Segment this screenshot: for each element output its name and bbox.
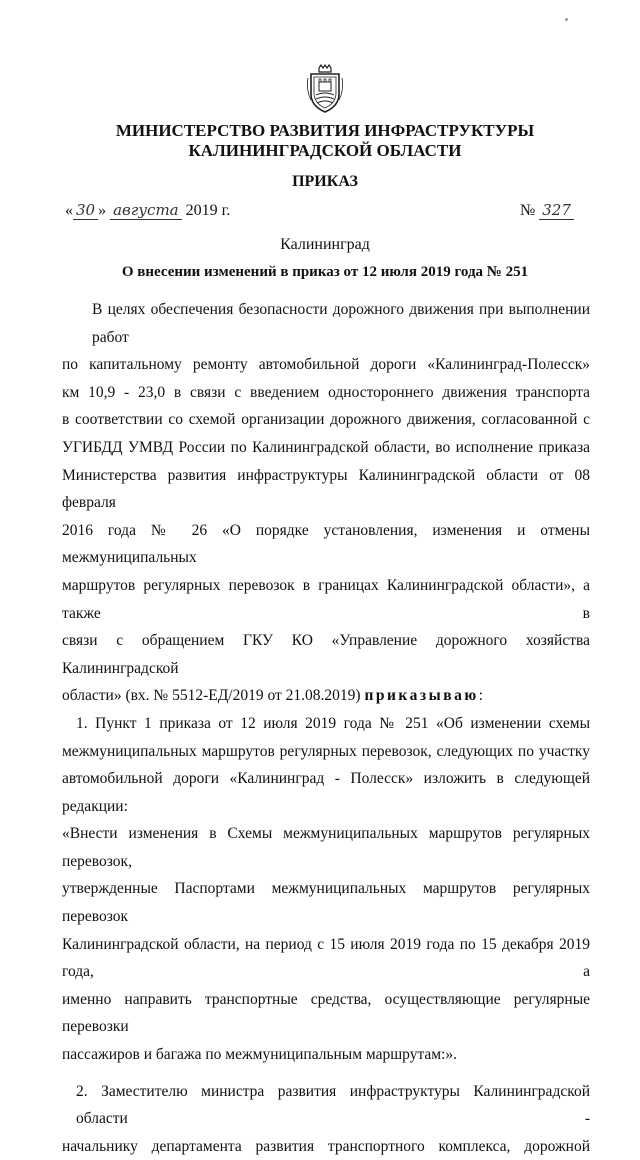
body-line: маршрутов регулярных перевозок в границах Калининградской области», а также в — [62, 576, 590, 622]
body-line: именно направить транспортные средства, осуществляющие регулярные перевозки — [62, 990, 590, 1036]
body-text-fragment: области» (вх. № 5512-ЕД/2019 от 21.08.2019) — [62, 687, 361, 705]
order-title: ПРИКАЗ — [292, 173, 358, 190]
number-value-handwritten: 327 — [539, 201, 574, 220]
body-line-last — [62, 682, 590, 710]
body-line: 2016 года № 26 «О порядке установления, изменения и отмены межмуниципальных — [62, 521, 590, 567]
city-name: Калининград — [280, 236, 370, 253]
body-colon: : — [478, 687, 483, 705]
command-keyword: приказываю — [364, 687, 479, 705]
body-line: Министерства развития инфраструктуры Калининградской области от 08 февраля — [62, 466, 590, 512]
body-line: «Внести изменения в Схемы межмуниципальных маршрутов регулярных перевозок, — [62, 825, 590, 870]
body-line-last: пассажиров и багажа по межмуниципальным маршрутам:». — [62, 1046, 458, 1064]
body-line: В целях обеспечения безопасности дорожного движения при выполнении работ — [92, 301, 590, 346]
date-close-quote: » — [98, 202, 107, 219]
body-line: УГИБДД УМВД России по Калининградской области, во исполнение приказа — [62, 438, 590, 456]
ministry-name — [60, 121, 590, 161]
body-line: 1. Пункт 1 приказа от 12 июля 2019 года № 251 «Об изменении схемы — [76, 714, 590, 732]
body-line: 2. Заместителю министра развития инфраструктуры Калининградской области - — [76, 1082, 590, 1128]
ministry-line-1: МИНИСТЕРСТВО РАЗВИТИЯ ИНФРАСТРУКТУРЫ — [115, 121, 535, 140]
body-line: связи с обращением ГКУ КО «Управление дорожного хозяйства Калининградской — [62, 632, 590, 677]
coat-of-arms-emblem — [305, 64, 345, 114]
ministry-line-2: КАЛИНИНГРАДСКОЙ ОБЛАСТИ — [188, 141, 462, 160]
body-line: Калининградской области, на период с 15 июля 2019 года по 15 декабря 2019 года, а — [62, 935, 590, 981]
date-open-quote: « — [65, 202, 73, 219]
body-line: в соответствии со схемой организации дорожного движения, согласованной с — [62, 411, 590, 429]
body-line: км 10,9 - 23,0 в связи с введением одностороннего движения транспорта — [62, 383, 590, 401]
order-date — [65, 201, 230, 220]
body-line: по капитальному ремонту автомобильной дороги «Калининград-Полесск» — [62, 356, 590, 374]
scan-dot — [565, 18, 568, 21]
order-number — [520, 201, 574, 220]
body-line: утвержденные Паспортами межмуниципальных маршрутов регулярных перевозок — [62, 880, 590, 926]
body-line: автомобильной дороги «Калининград - Полесск» изложить в следующей редакции: — [62, 770, 590, 815]
order-body — [62, 296, 590, 1160]
number-prefix: № — [520, 202, 536, 219]
order-subject: О внесении изменений в приказ от 12 июля 2019 года № 251 — [121, 264, 529, 280]
date-year: 2019 г. — [185, 202, 231, 219]
paragraph-gap — [62, 1069, 590, 1078]
body-line: межмуниципальных маршрутов регулярных перевозок, следующих по участку — [62, 742, 590, 760]
body-line: начальнику департамента развития транспортного комплекса, дорожной — [62, 1137, 590, 1155]
date-day-handwritten: 30 — [73, 201, 98, 220]
date-month-handwritten: августа — [110, 201, 182, 220]
